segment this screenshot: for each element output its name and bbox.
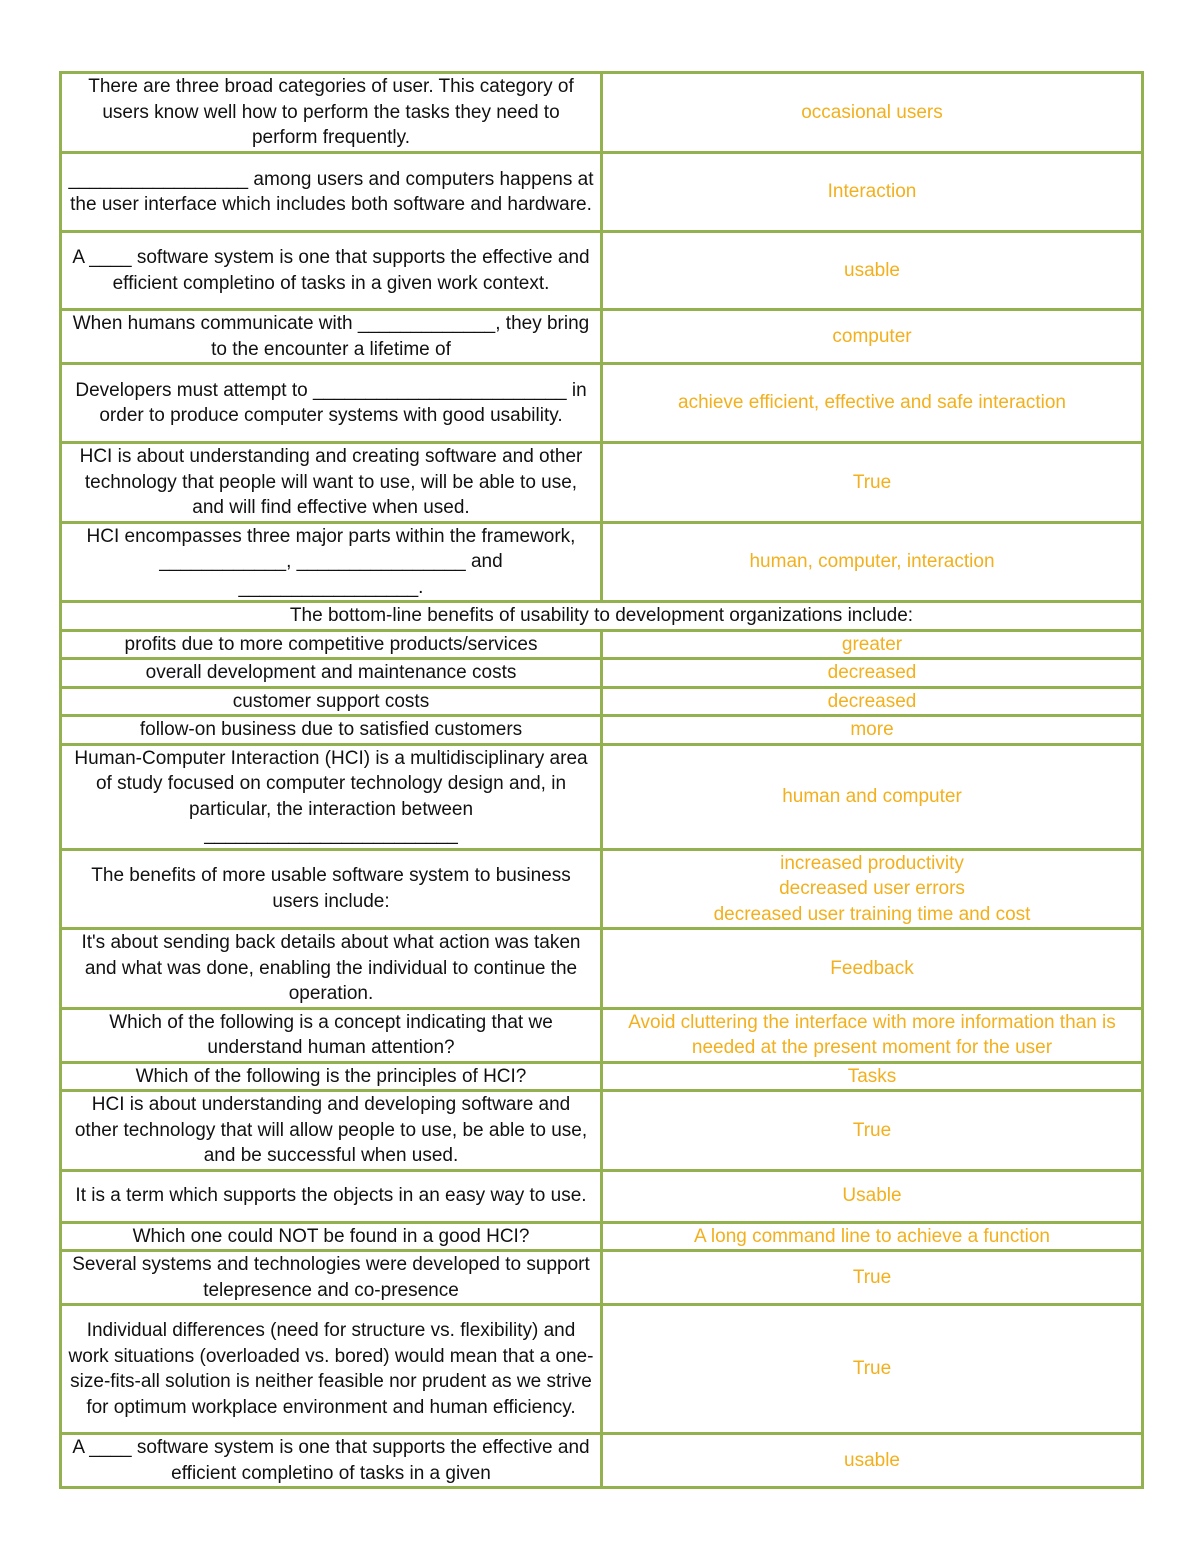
answer-cell: Usable (602, 1170, 1143, 1222)
table-row (61, 929, 1143, 1009)
table-row (61, 1222, 1143, 1251)
table-row (61, 1251, 1143, 1305)
answer-cell: increased productivity decreased user errors decreased user training time and cost (602, 849, 1143, 929)
question-cell: _________________ among users and computers happens at the user interface which includes both software and hardware. (61, 153, 602, 232)
table-row (61, 153, 1143, 232)
table-row (61, 364, 1143, 443)
table-row (61, 744, 1143, 849)
quiz-sheet (59, 71, 1141, 1489)
answer-cell: True (602, 443, 1143, 523)
answer-cell: Interaction (602, 153, 1143, 232)
answer-cell: usable (602, 1434, 1143, 1488)
question-cell: Which of the following is the principles of HCI? (61, 1062, 602, 1091)
table-row (61, 73, 1143, 153)
question-cell: Human-Computer Interaction (HCI) is a multidisciplinary area of study focused on computer technology design and, in particular, the interaction between ________________________ (61, 744, 602, 849)
question-cell: A ____ software system is one that supports the effective and efficient completino of tasks in a given work context. (61, 232, 602, 310)
answer-cell: True (602, 1251, 1143, 1305)
question-cell: HCI encompasses three major parts within the framework, ____________, ________________ and _________________. (61, 522, 602, 602)
table-row (61, 1091, 1143, 1171)
answer-cell: decreased (602, 659, 1143, 688)
answer-cell: True (602, 1091, 1143, 1171)
answer-cell: human and computer (602, 744, 1143, 849)
section-header: The bottom-line benefits of usability to development organizations include: (61, 602, 1143, 631)
table-row (61, 1434, 1143, 1488)
answer-cell: occasional users (602, 73, 1143, 153)
answer-cell: Avoid cluttering the interface with more information than is needed at the present moment for the user (602, 1008, 1143, 1062)
table-row (61, 716, 1143, 745)
table-row (61, 1008, 1143, 1062)
table-row (61, 659, 1143, 688)
question-cell: customer support costs (61, 687, 602, 716)
table-row (61, 1305, 1143, 1434)
question-cell: When humans communicate with _____________, they bring to the encounter a lifetime of (61, 310, 602, 364)
answer-cell: True (602, 1305, 1143, 1434)
section-header-row (61, 602, 1143, 631)
question-cell: It is a term which supports the objects in an easy way to use. (61, 1170, 602, 1222)
answer-cell: computer (602, 310, 1143, 364)
question-cell: A ____ software system is one that supports the effective and efficient completino of tasks in a given (61, 1434, 602, 1488)
answer-cell: Tasks (602, 1062, 1143, 1091)
answer-cell: achieve efficient, effective and safe interaction (602, 364, 1143, 443)
answer-cell: greater (602, 630, 1143, 659)
question-cell: There are three broad categories of user. This category of users know well how to perform the tasks they need to perform frequently. (61, 73, 602, 153)
question-cell: Developers must attempt to ________________________ in order to produce computer systems with good usability. (61, 364, 602, 443)
question-cell: The benefits of more usable software system to business users include: (61, 849, 602, 929)
question-cell: Which of the following is a concept indicating that we understand human attention? (61, 1008, 602, 1062)
question-cell: overall development and maintenance costs (61, 659, 602, 688)
table-row (61, 310, 1143, 364)
question-cell: Which one could NOT be found in a good HCI? (61, 1222, 602, 1251)
table-row (61, 849, 1143, 929)
question-cell: Several systems and technologies were developed to support telepresence and co-presence (61, 1251, 602, 1305)
question-cell: follow-on business due to satisfied customers (61, 716, 602, 745)
question-cell: profits due to more competitive products/services (61, 630, 602, 659)
answer-cell: usable (602, 232, 1143, 310)
table-row (61, 1062, 1143, 1091)
question-cell: It's about sending back details about what action was taken and what was done, enabling the individual to continue the operation. (61, 929, 602, 1009)
table-row (61, 232, 1143, 310)
answer-cell: more (602, 716, 1143, 745)
table-row (61, 1170, 1143, 1222)
question-cell: Individual differences (need for structure vs. flexibility) and work situations (overloaded vs. bored) would mean that a one-size-fits-all solution is neither feasible nor prudent as we strive for optimum workplace environment and human efficiency. (61, 1305, 602, 1434)
table-row (61, 522, 1143, 602)
qa-table (59, 71, 1144, 1489)
answer-cell: Feedback (602, 929, 1143, 1009)
answer-cell: decreased (602, 687, 1143, 716)
table-row (61, 630, 1143, 659)
question-cell: HCI is about understanding and creating software and other technology that people will want to use, will be able to use, and will find effective when used. (61, 443, 602, 523)
table-row (61, 443, 1143, 523)
question-cell: HCI is about understanding and developing software and other technology that will allow people to use, be able to use, and be successful when used. (61, 1091, 602, 1171)
answer-cell: human, computer, interaction (602, 522, 1143, 602)
table-row (61, 687, 1143, 716)
answer-cell: A long command line to achieve a function (602, 1222, 1143, 1251)
